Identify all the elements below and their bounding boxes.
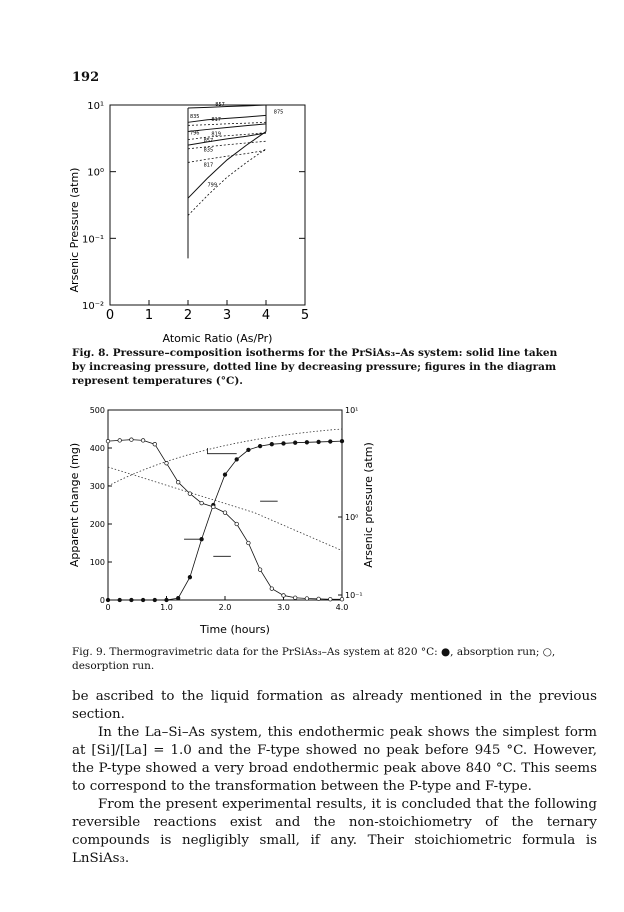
fig9-xtick-label: 3.0: [277, 603, 290, 612]
fig9-desorption-point: [200, 501, 204, 505]
fig8-ytick-label: 10⁻¹: [81, 234, 104, 246]
fig8-ytick-label: 10⁻²: [81, 301, 104, 312]
fig8-curve-label: 857: [215, 102, 225, 109]
fig9-series-line: [108, 440, 342, 600]
fig9-ytick-label: 200: [89, 520, 105, 529]
fig9-xtick-label: 0: [105, 603, 111, 612]
paragraph-2: In the La–Si–As system, this endothermic peak shows the simplest form at [Si]/[La] = 1.0 and the F-type showed no peak before 945 °C. However, the P-type showed a very broad endothermic peak above 840 °C. This seems to correspond to the transformation between the P-type and F-type.: [72, 725, 597, 794]
fig9-series-line: [108, 441, 342, 600]
fig9-absorption-point: [165, 598, 169, 602]
fig8-xtick-label: 2: [183, 308, 193, 323]
fig9-absorption-point: [270, 442, 274, 446]
fig9-absorption-point: [235, 458, 239, 462]
fig9-desorption-point: [340, 597, 344, 601]
fig8-series-dotted: [188, 147, 266, 162]
fig9-desorption-point: [258, 568, 262, 572]
fig9-desorption-point: [223, 511, 227, 515]
fig9-ytick-right-label: 10⁻¹: [345, 591, 363, 600]
fig9-desorption-point: [329, 597, 333, 601]
fig8-ytick-label: 10⁰: [87, 167, 104, 179]
fig9-ytick-right-label: 10¹: [345, 406, 359, 415]
paragraph-1: be ascribed to the liquid formation as already mentioned in the previous section.: [72, 689, 597, 722]
fig8-ytick-label: 10¹: [87, 101, 104, 112]
fig8-caption: Fig. 8. Pressure–composition isotherms for the PrSiAs₃–As system: solid line taken by increasing pressure, dotted line by decreasing pressure; figures in the diagram represent temperatures (°C).: [72, 347, 558, 387]
fig9-desorption-point: [153, 442, 157, 446]
fig9-desorption-point: [118, 439, 122, 443]
fig8-curve-label: 835: [203, 147, 214, 154]
fig9-absorption-point: [106, 598, 110, 602]
fig9-arrow: [207, 448, 236, 454]
fig9-absorption-point: [329, 440, 333, 444]
fig8-xtick-label: 1: [144, 308, 154, 323]
fig9-desorption-point: [247, 541, 251, 545]
fig9-absorption-point: [188, 575, 192, 579]
fig9-xtick-label: 1.0: [160, 603, 173, 612]
fig9-caption: Fig. 9. Thermogravimetric data for the PrSiAs₃–As system at 820 °C: ●, absorption run; ○, desorption run.: [72, 646, 556, 672]
fig9-xtick-label: 2.0: [218, 603, 232, 612]
fig8-xlabel: Atomic Ratio (As/Pr): [162, 332, 273, 345]
fig9-absorption-point: [176, 596, 180, 600]
fig9-absorption-point: [293, 441, 297, 445]
fig8-frame: [110, 105, 305, 305]
fig8-curve-label: 799: [207, 182, 218, 189]
fig9-desorption-point: [235, 522, 239, 526]
fig8-curve-label: 819: [211, 131, 221, 138]
fig8-xtick-label: 3: [222, 308, 232, 323]
fig8-series-dotted: [188, 141, 266, 149]
fig8-series-line: [188, 115, 266, 122]
fig9-ytick-label: 100: [89, 558, 105, 567]
page-number: 192: [72, 70, 100, 85]
fig8-series-line: [188, 124, 266, 132]
fig9-desorption-point: [317, 597, 321, 601]
fig9-xtick-label: 4.0: [335, 603, 349, 612]
fig8-curve-label: 875: [273, 109, 284, 116]
fig9-ytick-label: 0: [99, 596, 105, 605]
fig9-desorption-point: [282, 594, 286, 598]
fig9-ytick-right-label: 10⁰: [345, 513, 359, 522]
fig8-series-line: [188, 132, 266, 199]
fig9-pressure-fall: [108, 467, 342, 551]
fig8-curve-label: 817: [203, 162, 214, 169]
fig9-ytick-label: 300: [89, 482, 105, 491]
fig8-curve-label: 817: [211, 116, 221, 123]
fig9-desorption-point: [305, 597, 309, 601]
fig9-desorption-point: [165, 461, 169, 465]
fig9-desorption-point: [130, 438, 134, 442]
fig9-xlabel: Time (hours): [200, 623, 270, 636]
fig9-pressure-rise: [108, 429, 342, 486]
fig9-absorption-point: [141, 598, 145, 602]
fig8-curve-label: 796: [189, 130, 200, 137]
fig9-absorption-point: [258, 444, 262, 448]
fig8-curve-label: 857: [203, 137, 214, 144]
fig9-absorption-point: [130, 598, 134, 602]
fig9-desorption-point: [212, 505, 216, 509]
fig9-desorption-point: [176, 480, 180, 484]
fig8-series-dotted: [188, 149, 266, 216]
fig8-xtick-label: 5: [300, 308, 310, 323]
fig9-absorption-point: [118, 598, 122, 602]
fig9-absorption-point: [282, 442, 286, 446]
paragraph-3: From the present experimental results, it is concluded that the following reversible reactions exist and the non-stoichiometry of the ternary compounds is negligibly small, if any. Their stoichiometric formula is LnSiAs₃.: [72, 797, 597, 866]
fig9-desorption-point: [270, 587, 274, 591]
fig9-absorption-point: [317, 440, 321, 444]
fig8-ylabel: Arsenic Pressure (atm): [68, 167, 81, 293]
fig9-desorption-point: [141, 439, 145, 443]
fig9-desorption-point: [293, 596, 297, 600]
fig9-desorption-point: [188, 492, 192, 496]
fig9-ylabel-left: Apparent change (mg): [68, 442, 81, 568]
fig9-absorption-point: [305, 441, 309, 445]
fig9-absorption-point: [340, 439, 344, 443]
body-text: [72, 688, 597, 868]
fig9-absorption-point: [223, 473, 227, 477]
fig9-desorption-point: [106, 439, 110, 443]
fig9-ytick-label: 500: [89, 406, 105, 415]
fig8-xtick-label: 4: [261, 308, 271, 323]
fig9-ylabel-right: Arsenic pressure (atm): [362, 442, 375, 568]
fig9-absorption-point: [247, 448, 251, 452]
fig9-ytick-label: 400: [89, 444, 105, 453]
fig9-absorption-point: [153, 598, 157, 602]
fig8-xtick-label: 0: [105, 308, 115, 323]
fig8-series-line: [188, 130, 266, 145]
fig9-chart: [0, 390, 624, 650]
fig8-curve-label: 835: [189, 113, 200, 120]
